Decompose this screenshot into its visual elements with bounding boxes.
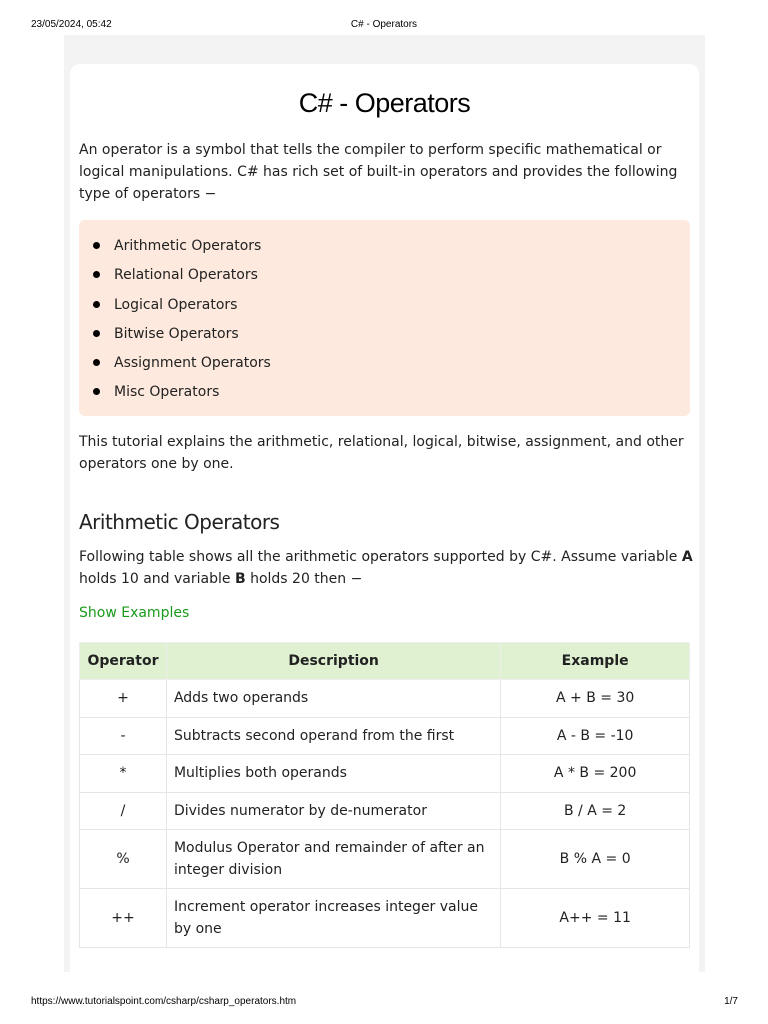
list-item: Arithmetic Operators — [79, 235, 690, 264]
table-row — [80, 792, 690, 830]
table-row — [80, 717, 690, 755]
arithmetic-operators-table — [79, 642, 690, 948]
intro-paragraph: An operator is a symbol that tells the compiler to perform specific mathematical or logical manipulations. C# has rich set of built-in operators and provides the following type of operators − — [79, 142, 678, 202]
section-description: Following table shows all the arithmetic operators supported by C#. Assume variable A holds 10 and variable B holds 20 then − — [79, 549, 693, 587]
operator-cell: - — [80, 717, 167, 755]
column-header: Example — [501, 643, 690, 680]
list-item: Relational Operators — [79, 264, 690, 293]
content-card — [70, 64, 699, 972]
list-item: Assignment Operators — [79, 352, 690, 381]
tutorial-paragraph: This tutorial explains the arithmetic, relational, logical, bitwise, assignment, and other operators one by one. — [79, 434, 684, 472]
operator-cell: % — [80, 830, 167, 889]
operator-cell: + — [80, 680, 167, 718]
table-header-row — [80, 643, 690, 680]
list-item: Logical Operators — [79, 294, 690, 323]
description-cell: Divides numerator by de-numerator — [166, 792, 500, 830]
list-item: Misc Operators — [79, 381, 690, 410]
print-date: 23/05/2024, 05:42 — [31, 19, 112, 30]
table-row — [80, 680, 690, 718]
example-cell: A - B = -10 — [501, 717, 690, 755]
example-cell: A * B = 200 — [501, 755, 690, 793]
example-cell: A++ = 11 — [501, 889, 690, 948]
table-row — [80, 755, 690, 793]
example-cell: A + B = 30 — [501, 680, 690, 718]
column-header: Operator — [80, 643, 167, 680]
table-row — [80, 889, 690, 948]
operator-types-list — [79, 220, 690, 416]
operator-cell: * — [80, 755, 167, 793]
column-header: Description — [166, 643, 500, 680]
description-cell: Multiplies both operands — [166, 755, 500, 793]
page-title: C# - Operators — [298, 88, 471, 118]
print-url: https://www.tutorialspoint.com/csharp/csharp_operators.htm — [31, 996, 297, 1007]
section-heading: Arithmetic Operators — [79, 510, 280, 534]
operator-cell: ++ — [80, 889, 167, 948]
operator-cell: / — [80, 792, 167, 830]
list-item: Bitwise Operators — [79, 323, 690, 352]
description-cell: Modulus Operator and remainder of after an integer division — [166, 830, 500, 889]
show-examples-link[interactable]: Show Examples — [79, 605, 190, 621]
description-cell: Adds two operands — [166, 680, 500, 718]
page-number: 1/7 — [724, 996, 738, 1007]
description-cell: Subtracts second operand from the first — [166, 717, 500, 755]
table-row — [80, 830, 690, 889]
example-cell: B / A = 2 — [501, 792, 690, 830]
example-cell: B % A = 0 — [501, 830, 690, 889]
print-title: C# - Operators — [350, 19, 418, 30]
description-cell: Increment operator increases integer value by one — [166, 889, 500, 948]
